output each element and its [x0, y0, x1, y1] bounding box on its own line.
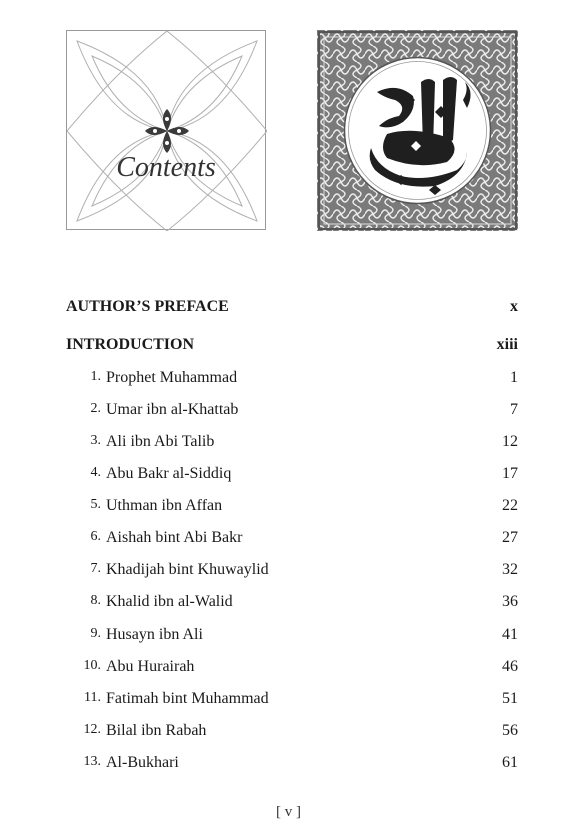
toc-chapter-row[interactable] [66, 561, 518, 585]
toc-entry-title: INTRODUCTION [66, 336, 195, 353]
chapter-number: 1. [90, 369, 101, 384]
chapter-number: 13. [83, 754, 101, 769]
chapter-page: 1 [510, 369, 518, 386]
chapter-number: 11. [84, 690, 101, 705]
toc-chapter-row[interactable] [66, 401, 518, 425]
toc-chapter-row[interactable] [66, 626, 518, 650]
chapter-number: 2. [90, 401, 101, 416]
chapter-page: 61 [502, 754, 518, 771]
contents-ornament-panel [66, 30, 266, 230]
chapter-title: Al-Bukhari [106, 754, 179, 771]
toc-entry-page: x [510, 298, 518, 315]
toc-chapter-row[interactable] [66, 433, 518, 457]
floral-ornament-icon [67, 31, 267, 231]
chapter-title: Aishah bint Abi Bakr [106, 529, 243, 546]
toc-chapter-row[interactable] [66, 529, 518, 553]
chapter-number: 6. [90, 529, 101, 544]
chapter-title: Bilal ibn Rabah [106, 722, 207, 739]
chapter-page: 51 [502, 690, 518, 707]
toc-chapter-row[interactable] [66, 658, 518, 682]
contents-heading: Contents [116, 152, 216, 183]
toc-chapter-row[interactable] [66, 369, 518, 393]
toc-chapter-row[interactable] [66, 465, 518, 489]
chapter-number: 3. [90, 433, 101, 448]
chapter-page: 7 [510, 401, 518, 418]
chapter-number: 12. [83, 722, 101, 737]
chapter-number: 4. [90, 465, 101, 480]
chapter-page: 41 [502, 626, 518, 643]
chapter-number: 7. [90, 561, 101, 576]
chapter-number: 8. [90, 593, 101, 608]
toc-chapter-row[interactable] [66, 754, 518, 778]
page-number: [ v ] [276, 804, 301, 820]
toc-entry-title: AUTHOR’S PREFACE [66, 298, 229, 315]
toc-chapter-row[interactable] [66, 593, 518, 617]
chapter-number: 5. [90, 497, 101, 512]
chapter-title: Prophet Muhammad [106, 369, 238, 386]
toc-entry-page: xiii [496, 336, 518, 353]
chapter-page: 56 [502, 722, 518, 739]
toc-chapter-row[interactable] [66, 497, 518, 521]
chapter-page: 17 [502, 465, 518, 482]
chapter-page: 22 [502, 497, 518, 514]
chapter-title: Khalid ibn al-Walid [106, 593, 233, 610]
chapter-number: 10. [83, 658, 101, 673]
chapter-title: Husayn ibn Ali [106, 626, 203, 643]
arabic-calligraphy-emblem-icon [317, 30, 518, 231]
chapter-title: Uthman ibn Affan [106, 497, 223, 514]
chapter-page: 36 [502, 593, 518, 610]
chapter-title: Fatimah bint Muhammad [106, 690, 269, 707]
chapter-page: 12 [502, 433, 518, 450]
chapter-number: 9. [90, 626, 101, 641]
toc-chapter-row[interactable] [66, 722, 518, 746]
toc-chapter-row[interactable] [66, 690, 518, 714]
chapter-title: Abu Hurairah [106, 658, 195, 675]
chapter-title: Khadijah bint Khuwaylid [106, 561, 269, 578]
chapter-page: 32 [502, 561, 518, 578]
chapter-page: 46 [502, 658, 518, 675]
chapter-title: Umar ibn al-Khattab [106, 401, 239, 418]
chapter-title: Abu Bakr al-Siddiq [106, 465, 232, 482]
chapter-page: 27 [502, 529, 518, 546]
chapter-title: Ali ibn Abi Talib [106, 433, 215, 450]
